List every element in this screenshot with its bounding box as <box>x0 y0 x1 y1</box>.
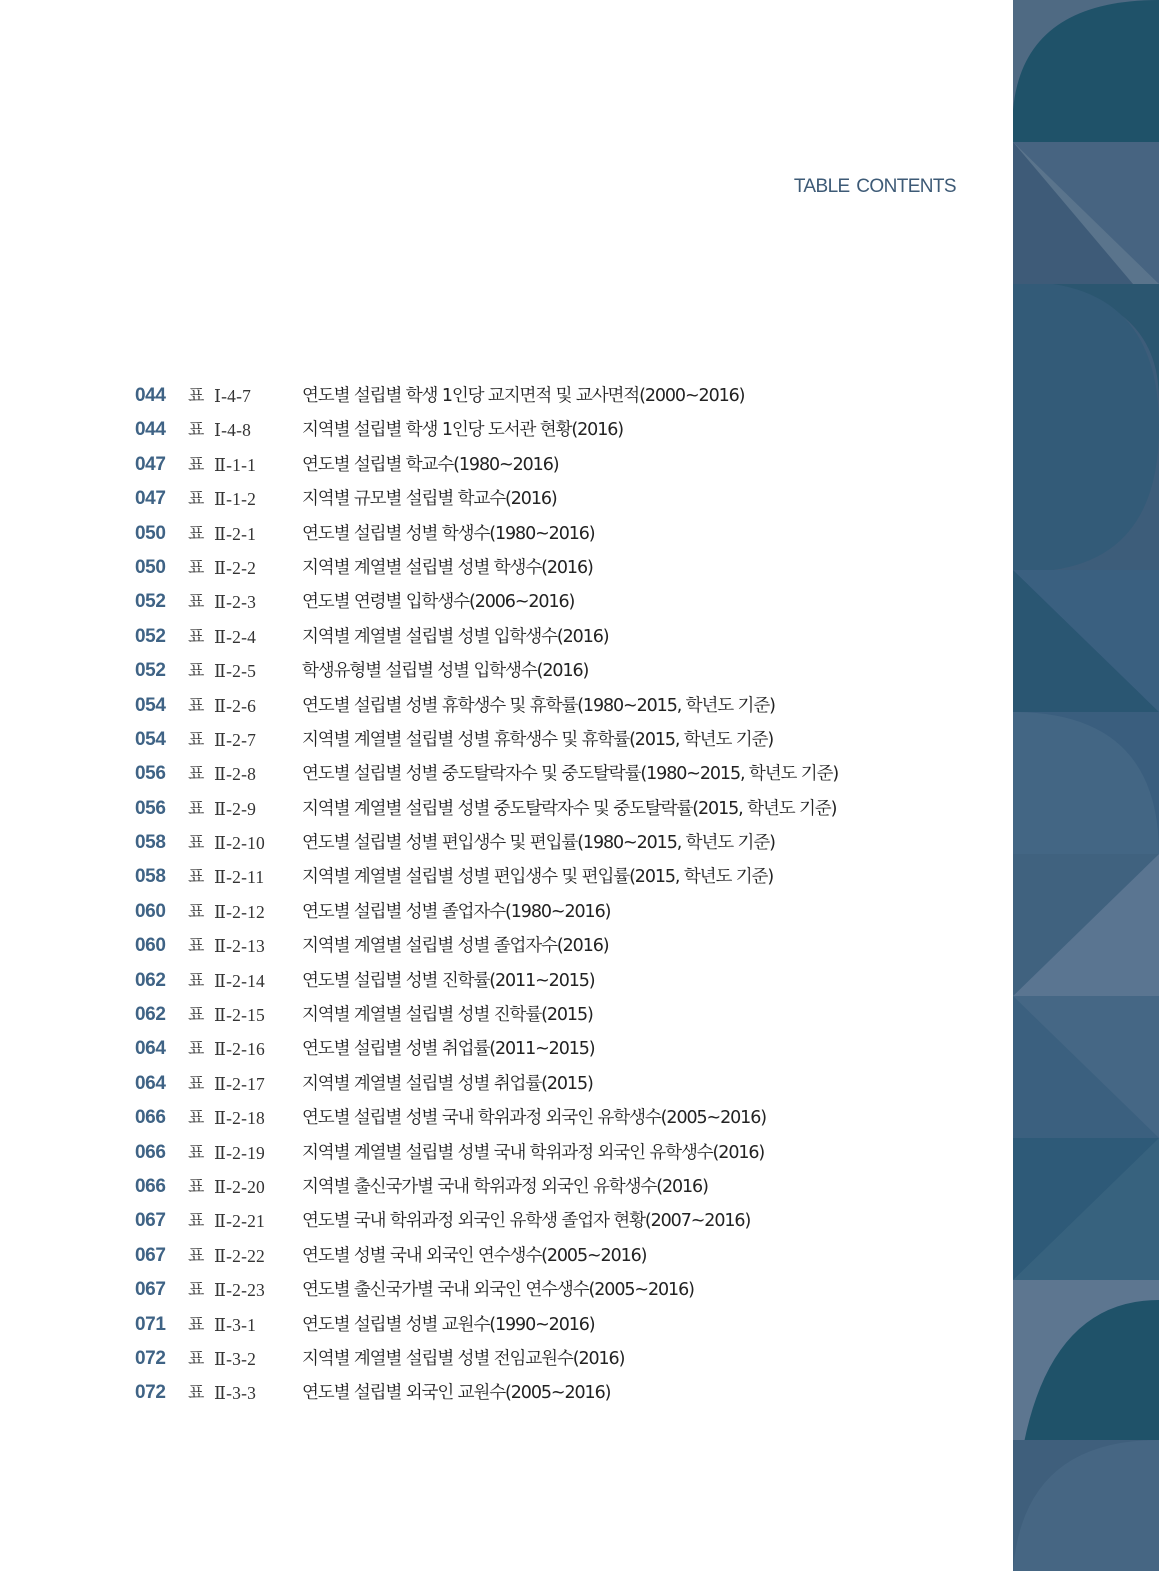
toc-table-code: Ⅱ-2-4 <box>214 626 257 647</box>
toc-table-title: 지역별 계열별 설립별 성별 전임교원수(2016) <box>302 1348 625 1369</box>
toc-entry[interactable] <box>0 1376 1000 1410</box>
toc-table-prefix: 표 <box>188 523 205 544</box>
toc-table-title: 지역별 계열별 설립별 성별 국내 학위과정 외국인 유학생수(2016) <box>302 1142 765 1163</box>
toc-entry[interactable] <box>0 1032 1000 1066</box>
toc-table-title: 지역별 계열별 설립별 성별 졸업자수(2016) <box>302 936 609 957</box>
toc-page-number: 067 <box>135 1279 166 1301</box>
toc-table-prefix: 표 <box>188 1176 205 1197</box>
toc-table-code: Ⅱ-2-7 <box>214 729 257 750</box>
toc-table-title: 지역별 설립별 학생 1인당 도서관 현황(2016) <box>302 420 624 441</box>
toc-entry[interactable] <box>0 929 1000 963</box>
toc-table-prefix: 표 <box>188 1142 205 1163</box>
toc-table-prefix: 표 <box>188 454 205 475</box>
toc-table-code: Ⅱ-2-6 <box>214 695 257 716</box>
toc-table-title: 연도별 설립별 성별 편입생수 및 편입률(1980~2015, 학년도 기준) <box>302 833 775 854</box>
toc-entry[interactable] <box>0 964 1000 998</box>
toc-table-prefix: 표 <box>188 626 205 647</box>
toc-page-number: 058 <box>135 866 166 888</box>
toc-entry[interactable] <box>0 654 1000 688</box>
toc-page-number: 047 <box>135 488 166 510</box>
toc-entry[interactable] <box>0 620 1000 654</box>
toc-entry[interactable] <box>0 792 1000 826</box>
toc-entry[interactable] <box>0 1170 1000 1204</box>
toc-table-prefix: 표 <box>188 661 205 682</box>
toc-page-number: 071 <box>135 1313 166 1335</box>
toc-table-prefix: 표 <box>188 901 205 922</box>
toc-entry[interactable] <box>0 723 1000 757</box>
toc-page-number: 052 <box>135 625 166 647</box>
toc-entry[interactable] <box>0 1067 1000 1101</box>
toc-entry[interactable] <box>0 1239 1000 1273</box>
toc-table-title: 지역별 계열별 설립별 성별 중도탈락자수 및 중도탈락률(2015, 학년도 기준) <box>302 798 837 819</box>
toc-table-prefix: 표 <box>188 1073 205 1094</box>
toc-page-number: 054 <box>135 728 166 750</box>
toc-page-number: 044 <box>135 385 166 406</box>
toc-page-number: 067 <box>135 1210 166 1232</box>
toc-table-code: Ⅱ-2-11 <box>214 867 265 888</box>
toc-table-code: Ⅱ-2-16 <box>214 1039 265 1060</box>
toc-table-code: Ⅱ-2-14 <box>214 970 265 991</box>
geometric-pattern <box>1013 0 1159 1571</box>
toc-page-number: 060 <box>135 900 166 922</box>
toc-entry[interactable] <box>0 413 1000 447</box>
toc-table-title: 연도별 설립별 외국인 교원수(2005~2016) <box>302 1383 611 1404</box>
toc-table-prefix: 표 <box>188 1005 205 1026</box>
toc-table-prefix: 표 <box>188 695 205 716</box>
toc-table-title: 연도별 설립별 학교수(1980~2016) <box>302 454 559 475</box>
toc-entry[interactable] <box>0 826 1000 860</box>
toc-entry[interactable] <box>0 998 1000 1032</box>
toc-table-code: Ⅱ-2-12 <box>214 901 265 922</box>
toc-table-code: Ⅱ-3-1 <box>214 1314 257 1335</box>
toc-table-prefix: 표 <box>188 867 205 888</box>
toc-table-prefix: 표 <box>188 1314 205 1335</box>
toc-table-title: 연도별 국내 학위과정 외국인 유학생 졸업자 현황(2007~2016) <box>302 1211 751 1232</box>
toc-page-number: 054 <box>135 694 166 716</box>
toc-page-number: 072 <box>135 1347 166 1369</box>
toc-table-prefix: 표 <box>188 729 205 750</box>
toc-table-code: Ⅰ-4-8 <box>214 420 252 441</box>
toc-entry[interactable] <box>0 1101 1000 1135</box>
toc-page-number: 062 <box>135 1004 166 1026</box>
toc-page-number: 064 <box>135 1038 166 1060</box>
toc-page-number: 044 <box>135 419 166 441</box>
toc-page-number: 050 <box>135 556 166 578</box>
toc-page-number: 062 <box>135 969 166 991</box>
toc-table-prefix: 표 <box>188 1245 205 1266</box>
toc-page-number: 052 <box>135 591 166 613</box>
toc-table-code: Ⅱ-2-3 <box>214 592 257 613</box>
toc-entry[interactable] <box>0 448 1000 482</box>
toc-entry[interactable] <box>0 517 1000 551</box>
toc-page-number: 056 <box>135 797 166 819</box>
toc-table-prefix: 표 <box>188 970 205 991</box>
toc-page-number: 066 <box>135 1175 166 1197</box>
toc-table-prefix: 표 <box>188 420 205 441</box>
toc-entry[interactable] <box>0 379 1000 413</box>
toc-table-prefix: 표 <box>188 1211 205 1232</box>
toc-entry[interactable] <box>0 1308 1000 1342</box>
toc-table-code: Ⅰ-4-7 <box>214 386 252 406</box>
toc-table-prefix: 표 <box>188 557 205 578</box>
toc-table-prefix: 표 <box>188 798 205 819</box>
toc-table-title: 연도별 설립별 성별 졸업자수(1980~2016) <box>302 901 611 922</box>
toc-table-title: 연도별 설립별 성별 중도탈락자수 및 중도탈락률(1980~2015, 학년도 기준) <box>302 764 839 785</box>
toc-table-title: 연도별 설립별 학생 1인당 교지면적 및 교사면적(2000~2016) <box>302 386 745 406</box>
toc-table-code: Ⅱ-2-19 <box>214 1142 265 1163</box>
toc-table-title: 지역별 계열별 설립별 성별 편입생수 및 편입률(2015, 학년도 기준) <box>302 867 774 888</box>
toc-table-prefix: 표 <box>188 1039 205 1060</box>
toc-entry[interactable] <box>0 482 1000 516</box>
toc-table-title: 연도별 성별 국내 외국인 연수생수(2005~2016) <box>302 1245 647 1266</box>
toc-table-title: 지역별 출신국가별 국내 학위과정 외국인 유학생수(2016) <box>302 1176 708 1197</box>
toc-table-prefix: 표 <box>188 1280 205 1301</box>
toc-table-code: Ⅱ-2-10 <box>214 833 265 854</box>
toc-table-code: Ⅱ-2-21 <box>214 1211 265 1232</box>
toc-table-prefix: 표 <box>188 1108 205 1129</box>
toc-page-number: 066 <box>135 1141 166 1163</box>
toc-table-prefix: 표 <box>188 386 205 406</box>
toc-table-prefix: 표 <box>188 592 205 613</box>
toc-entry[interactable] <box>0 689 1000 723</box>
toc-entry[interactable] <box>0 551 1000 585</box>
toc-table-title: 지역별 계열별 설립별 성별 휴학생수 및 휴학률(2015, 학년도 기준) <box>302 729 774 750</box>
toc-table-title: 연도별 설립별 성별 휴학생수 및 휴학률(1980~2015, 학년도 기준) <box>302 695 775 716</box>
toc-table-code: Ⅱ-2-18 <box>214 1108 265 1129</box>
toc-table-code: Ⅱ-3-3 <box>214 1383 257 1404</box>
page-title: TABLE CONTENTS <box>793 176 956 197</box>
toc-page-number: 064 <box>135 1072 166 1094</box>
decorative-side-band <box>1013 0 1159 1571</box>
toc-table-title: 지역별 계열별 설립별 성별 학생수(2016) <box>302 557 593 578</box>
toc-page-number: 056 <box>135 763 166 785</box>
toc-table-code: Ⅱ-2-13 <box>214 936 265 957</box>
toc-table-title: 지역별 규모별 설립별 학교수(2016) <box>302 489 557 510</box>
toc-page-number: 060 <box>135 935 166 957</box>
toc-table-code: Ⅱ-2-17 <box>214 1073 265 1094</box>
toc-table-title: 연도별 설립별 성별 학생수(1980~2016) <box>302 523 595 544</box>
toc-entry[interactable] <box>0 1136 1000 1170</box>
toc-table-code: Ⅱ-2-2 <box>214 557 257 578</box>
toc-table-prefix: 표 <box>188 489 205 510</box>
toc-page-number: 072 <box>135 1382 166 1404</box>
toc-table-title: 지역별 계열별 설립별 성별 입학생수(2016) <box>302 626 609 647</box>
toc-table-title: 연도별 설립별 성별 진학률(2011~2015) <box>302 970 595 991</box>
toc-table-title: 연도별 연령별 입학생수(2006~2016) <box>302 592 575 613</box>
toc-table-code: Ⅱ-2-1 <box>214 523 257 544</box>
toc-page-number: 058 <box>135 832 166 854</box>
toc-page-number: 066 <box>135 1107 166 1129</box>
toc-table-title: 연도별 출신국가별 국내 외국인 연수생수(2005~2016) <box>302 1280 694 1301</box>
toc-page-number: 047 <box>135 453 166 475</box>
toc-page-number: 052 <box>135 660 166 682</box>
toc-table-title: 학생유형별 설립별 성별 입학생수(2016) <box>302 661 589 682</box>
toc-table-code: Ⅱ-2-23 <box>214 1280 265 1301</box>
toc-table-prefix: 표 <box>188 833 205 854</box>
toc-table-prefix: 표 <box>188 1348 205 1369</box>
toc-table-code: Ⅱ-3-2 <box>214 1348 257 1369</box>
toc-table-prefix: 표 <box>188 764 205 785</box>
table-of-contents-list <box>0 379 1000 1411</box>
toc-table-title: 연도별 설립별 성별 국내 학위과정 외국인 유학생수(2005~2016) <box>302 1108 766 1129</box>
toc-page-number: 067 <box>135 1244 166 1266</box>
toc-table-title: 연도별 설립별 성별 취업률(2011~2015) <box>302 1039 595 1060</box>
toc-table-prefix: 표 <box>188 1383 205 1404</box>
toc-table-code: Ⅱ-2-20 <box>214 1176 265 1197</box>
toc-table-code: Ⅱ-1-1 <box>214 454 257 475</box>
toc-table-code: Ⅱ-2-9 <box>214 798 257 819</box>
toc-entry[interactable] <box>0 1342 1000 1376</box>
toc-table-code: Ⅱ-2-8 <box>214 764 257 785</box>
toc-table-title: 지역별 계열별 설립별 성별 취업률(2015) <box>302 1073 593 1094</box>
toc-table-code: Ⅱ-1-2 <box>214 489 257 510</box>
toc-table-prefix: 표 <box>188 936 205 957</box>
toc-entry[interactable] <box>0 585 1000 619</box>
toc-entry[interactable] <box>0 757 1000 791</box>
toc-table-title: 지역별 계열별 설립별 성별 진학률(2015) <box>302 1005 593 1026</box>
toc-table-code: Ⅱ-2-15 <box>214 1005 265 1026</box>
toc-table-title: 연도별 설립별 성별 교원수(1990~2016) <box>302 1314 595 1335</box>
toc-table-code: Ⅱ-2-22 <box>214 1245 265 1266</box>
toc-entry[interactable] <box>0 895 1000 929</box>
toc-entry[interactable] <box>0 860 1000 894</box>
toc-table-code: Ⅱ-2-5 <box>214 661 257 682</box>
toc-page-number: 050 <box>135 522 166 544</box>
toc-entry[interactable] <box>0 1204 1000 1238</box>
toc-entry[interactable] <box>0 1273 1000 1307</box>
